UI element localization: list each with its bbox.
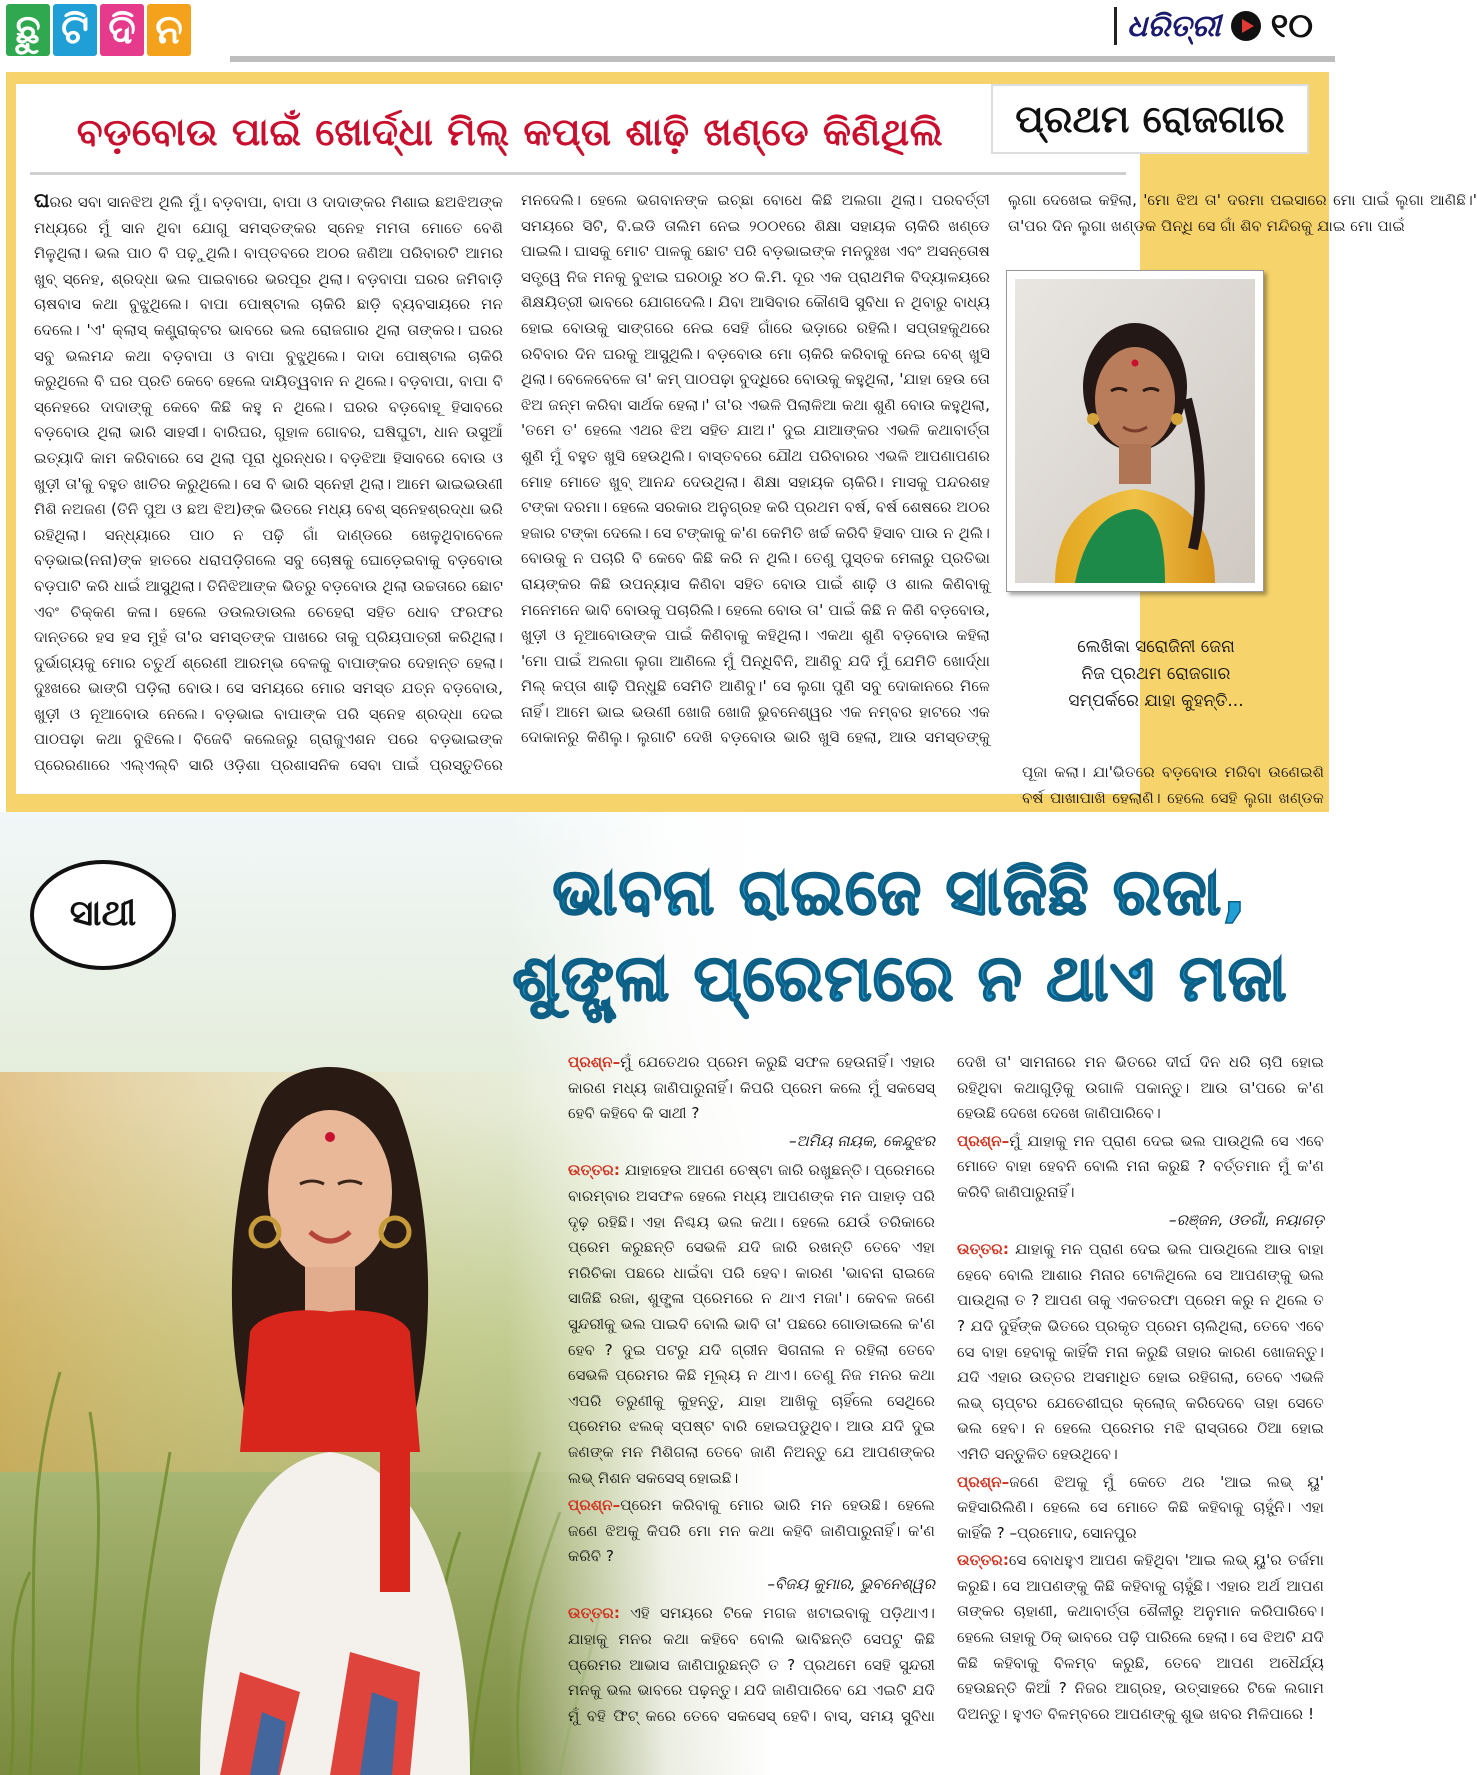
- qa-question: [568, 1050, 935, 1127]
- author-caption: [1006, 634, 1306, 715]
- page-number: ୧୦: [1270, 6, 1313, 46]
- answer-text: ଏହି ସମୟରେ ଟିକେ ମଗଜ ଖଟାଇବାକୁ ପଡ଼ିଥାଏ। ଯାହାକୁ ମନର କଥା କହିବେ ବୋଲି ଭାବିଛନ୍ତି ସେପଟୁ କିଛି ପ୍ରେମର ଆଭାସ ଜାଣିପାରୁଛନ୍ତି ତ ? ପ୍ରଥମେ ସେହି ସୁନ୍ଦରୀ ମନକୁ ଭଲ ଭାବରେ ପଢ଼ନ୍ତୁ। ଯଦି ଜାଣିପାରିବେ ଯେ ଏଇଟି ଯଦି ମୁଁ ବହି ଫିଟ୍ କରେ ତେବେ ସକସେସ୍ ହେବି। ବାସ୍, ସମୟ ସୁବିଧା ଦେଖି ତା' ସାମନାରେ ମନ ଭିତରେ ଦୀର୍ଘ ଦିନ ଧରି ଚାପି ହୋଇ ରହିଥିବା କଥାଗୁଡ଼ିକୁ ଉଗାଳି ପକାନ୍ତୁ। ଆଉ ତା'ପରେ କ'ଣ ହେଉଛି ଦେଖେ ଦେଖେ ଜାଣିପାରିବେ।: [568, 1053, 1324, 1725]
- question-marker: ପ୍ରଶ୍ନ–: [957, 1472, 1010, 1491]
- answer-text: ଯାହାକୁ ମନ ପ୍ରାଣ ଦେଇ ଭଲ ପାଉଥିଲେ ଆଉ ବାହା ହେବେ ବୋଲି ଆଶାର ମିନାର ଟୋଳିଥିଲେ ସେ ଆପଣଙ୍କୁ ଭଲ ପାଉଥିଲା ତ ? ଆପଣ ତାକୁ ଏକତରଫା ପ୍ରେମ କରୁ ନ ଥିଲେ ତ ? ଯଦି ଦୁହିଁଙ୍କ ଭିତରେ ପ୍ରକୃତ ପ୍ରେମ ଚାଲିଥିଲା, ତେବେ ଏବେ ସେ ବାହା ହେବାକୁ କାହିଁକି ମନା କରୁଛି ତାହାର କାରଣ ଖୋଜନ୍ତୁ। ଯଦି ଏହାର ଉତ୍ତର ଅସମାଧିତ ହୋଇ ରହିଗଲା, ତେବେ ଏଭଳି ଲଭ୍ ଚାପ୍ଟର ଯେତେଶୀଘ୍ର କ୍ଲୋଜ୍ କରିଦେବେ ତାହା ସେତେ ଭଲ ହେବ। ନ ହେଲେ ପ୍ରେମର ମଝି ରାସ୍ତାରେ ଠିଆ ହୋଇ ଏମିତି ସନ୍ତୁଳିତ ହେଉଥିବେ।: [957, 1240, 1324, 1463]
- qa-signature: –ଅମିୟ ନାୟକ, କେନ୍ଦୁଝର: [788, 1131, 935, 1150]
- qa-signature: –ରଞ୍ଜନ, ଓଡଗାଁ, ନୟାଗଡ଼: [1168, 1210, 1324, 1229]
- brand-divider: [1114, 7, 1117, 45]
- answer-marker: ଉତ୍ତର:: [568, 1604, 620, 1623]
- feature-continued-text: ପୂଜା କଲା। ଯା'ଭିତରେ ବଡ଼ବୋଉ ମରିବା ଉଣେଇଶି ବର୍ଷ ପାଖାପାଖି ହେଲାଣି। ହେଲେ ସେହି ଲୁଗା ଖଣ୍ଡକ: [1022, 763, 1325, 807]
- question-text: ମୁଁ ଯେତେଥର ପ୍ରେମ କରୁଛି ସଫଳ ହେଉନାହିଁ। ଏହାର କାରଣ ମଧ୍ୟ ଜାଣିପାରୁନାହିଁ। କିପରି ପ୍ରେମ କଲେ ମୁଁ ସକସେସ୍ ହେବି କହିବେ କି ସାଥୀ ?: [568, 1053, 935, 1123]
- qa-question: [568, 1493, 935, 1570]
- answer-marker: ଉତ୍ତର:: [957, 1240, 1009, 1259]
- question-marker: ପ୍ରଶ୍ନ–: [568, 1053, 621, 1071]
- author-portrait-image: [1015, 279, 1255, 583]
- section-tile-3: ଦି: [100, 4, 144, 56]
- question-text: ପ୍ରେମ କରିବାକୁ ମୋର ଭାରି ମନ ହେଉଛି। ହେଲେ ଜଣେ ଝିଅକୁ କିପରି ମୋ ମନ କଥା କହିବି ଜାଣିପାରୁନାହିଁ। କ'ଣ କରିବି ?: [568, 1496, 935, 1566]
- qa-title: [470, 850, 1330, 1022]
- author-caption-line-2: ନିଜ ପ୍ରଥମ ରୋଜଗାର: [1081, 664, 1231, 684]
- dropcap: ଘ: [34, 188, 50, 212]
- qa-title-line-1: ଭାବନା ରାଇଜେ ସାଜିଛି ରଜା,: [552, 856, 1248, 930]
- masthead: [0, 0, 1335, 62]
- qa-question: [957, 1129, 1324, 1206]
- author-caption-line-1: ଲେଖିକା ସରୋଜିନୀ ଜେନା: [1077, 637, 1235, 657]
- feature-label: ପ୍ରଥମ ରୋଜଗାର: [991, 84, 1309, 154]
- section-name: [6, 4, 191, 56]
- feature-title: ବଡ଼ବୋଉ ପାଇଁ ଖୋର୍ଦ୍ଧା ମିଲ୍ କପ୍ତା ଶାଢ଼ି ଖଣ୍ଡେ କିଣିଥିଲି: [76, 110, 944, 154]
- question-marker: ପ୍ରଶ୍ନ–: [568, 1496, 621, 1515]
- qa-answer: [957, 1548, 1324, 1727]
- qa-answer: [957, 1237, 1324, 1467]
- section-tile-1: ଛୁ: [6, 4, 50, 56]
- question-text: ମୁଁ ଯାହାକୁ ମନ ପ୍ରାଣ ଦେଇ ଭଲ ପାଉଥିଲି ସେ ଏବେ ମୋତେ ବାହା ହେବନି ବୋଲି ମନା କରୁଛି ? ବର୍ତ୍ତମାନ ମୁଁ କ'ଣ କରିବି ଜାଣିପାରୁନାହିଁ।: [957, 1131, 1324, 1201]
- paper-name: ଧରିତ୍ରୀ: [1126, 8, 1221, 44]
- question-marker: ପ୍ରଶ୍ନ–: [957, 1131, 1010, 1150]
- qa-signature: –ବିଜୟ କୁମାର, ଭୁବନେଶ୍ୱର: [767, 1574, 935, 1593]
- masthead-rule: [230, 56, 1335, 62]
- qa-title-line-2: ଶୁଙ୍ଖ୍ଳା ପ୍ରେମରେ ନ ଥାଏ ମଜା: [512, 942, 1288, 1016]
- author-caption-line-3: ସମ୍ପର୍କରେ ଯାହା କୁହନ୍ତି...: [1068, 691, 1244, 711]
- feature-body-text: ରର ସବା ସାନଝିଅ ଥିଲି ମୁଁ। ବଡ଼ବାପା, ବାପା ଓ ଦାଦାଙ୍କର ମିଶାଇ ଛଅଝିଅଙ୍କ ମଧ୍ୟରେ ମୁଁ ସାନ ଥିବା ଯୋଗୁ ସମସ୍ତଙ୍କର ସ୍ନେହ ମମତା ମୋତେ ବେଶି ମିଳୁଥିଲା। ଭଲ ପାଠ ବି ପଢ଼ୁଥିଲି। ବାପ୍ତବରେ ଅଠର ଜଣିଆ ପରିବାରଟି ଆମର ଖୁବ୍ ସ୍ନେହ, ଶ୍ରଦ୍ଧା ଭଲ ପାଇବାରେ ଭରପୂର ଥିଲା। ବଡ଼ବାପା ଘରର ଜମିବାଡ଼ି ଚାଷବାସ କଥା ବୁଝୁଥିଲେ। ବାପା ପୋଷ୍ଟାଲ ଚାକିରି ଛାଡ଼ି ବ୍ୟବସାୟରେ ମନ ଦେଲେ। 'ଏ' କ୍ଲାସ୍ କଣ୍ଟ୍ରାକ୍ଟର ଭାବରେ ଭଲ ରୋଜଗାର ଥିଲା ତାଙ୍କର। ଘରର ସବୁ ଭଲମନ୍ଦ କଥା ବଡ଼ବାପା ଓ ବାପା ବୁଝୁଥିଲେ। ଦାଦା ପୋଷ୍ଟାଲ ଚାକିରି କରୁଥିଲେ ବି ଘର ପ୍ରତି କେବେ ହେଲେ ଦାୟିତ୍ୱବାନ ନ ଥିଲେ। ବଡ଼ବାପା, ବାପା ବି ସ୍ନେହରେ ଦାଦାଙ୍କୁ କେବେ କିଛି କହୁ ନ ଥିଲେ। ଘରର ବଡ଼ବୋହୂ ହିସାବରେ ବଡ଼ବୋଉ ଥିଲା ଭାରି ସାହସୀ। ବାରିଘର, ଗୁହାଳ ଗୋବର, ଘଷିଘୁଟା, ଧାନ ଉସୁଆଁ ଇତ୍ୟାଦି କାମ କରିବାରେ ସେ ଥିଲା ପୂରା ଧୁରନ୍ଧର। ବଡ଼ଝିଆ ହିସାବରେ ବୋଉ ଓ ଖୁଡ଼ୀ ତା'କୁ ବହୁତ ଖାତିର କରୁଥିଲେ। ସେ ବି ଭାରି ସ୍ନେହୀ ଥିଲା। ଆମେ ଭାଇଭଉଣୀ ମିଶି ନଅଜଣ (ତିନି ପୁଅ ଓ ଛଅ ଝିଅ)ଙ୍କ ଭିତରେ ମଧ୍ୟ ବେଶ୍ ସ୍ନେହଶ୍ରଦ୍ଧା ଭରି ରହିଥିଲା। ସନ୍ଧ୍ୟାରେ ପାଠ ନ ପଢ଼ି ଗାଁ ଦାଣ୍ଡରେ ଖେଳୁଥିବାବେଳେ ବଡ଼ଭାଇ(ନନା)ଙ୍କ ହାତରେ ଧରାପଡ଼ିଗଲେ ସବୁ ଚୋଷକୁ ଘୋଡ଼େଇବାକୁ ବଡ଼ବୋଉ ବଡ଼ପାଟି କରି ଧାଇଁ ଆସୁଥିଲା। ତିନିଝିଆଙ୍କ ଭିତରୁ ବଡ଼ବୋଉ ଥିଲା ଉଚ୍ଚତାରେ ଛୋଟ ଏବଂ ଚିକ୍କଣ କଳା। ହେଲେ ଡଉଲଡାଉଲ ଚେହେରା ସହିତ ଧୋବ ଫରଫର ଦାନ୍ତରେ ହସ ହସ ମୁହଁ ତା'ର ସମସ୍ତଙ୍କ ପାଖରେ ତାକୁ ପ୍ରିୟପାତ୍ରୀ କରିଥିଲା। ଦୁର୍ଭାଗ୍ୟକୁ ମୋର ଚତୁର୍ଥ ଶ୍ରେଣୀ ଆରମ୍ଭ ବେଳକୁ ବାପାଙ୍କର ଦେହାନ୍ତ ହେଲା। ଦୁଃଖରେ ଭାଙ୍ଗି ପଡ଼ିଲା ବୋଉ। ସେ ସମୟରେ ମୋର ସମସ୍ତ ଯତ୍ନ ବଡ଼ବୋଉ, ଖୁଡ଼ୀ ଓ ନୂଆବୋଉ ନେଲେ। ବଡ଼ଭାଇ ବାପାଙ୍କ ପରି ସ୍ନେହ ଶ୍ରଦ୍ଧା ଦେଇ ପାଠପଢ଼ା କଥା ବୁଝିଲେ। ବିଜେବି କଲେଜରୁ ଗ୍ରାଜୁଏଶନ ପରେ ବଡ଼ଭାଇଙ୍କ ପ୍ରେରଣାରେ ଏଲ୍ଏଲ୍ବି ସାରି ଓଡ଼ିଶା ପ୍ରଶାସନିକ ସେବା ପାଇଁ ପ୍ରସ୍ତୁତିରେ ମନଦେଲି। ହେଲେ ଭଗବାନଙ୍କ ଇଚ୍ଛା ବୋଧେ କିଛି ଅଲଗା ଥିଲା। ପରବର୍ତ୍ତୀ ସମୟରେ ସିଟି, ବି.ଇଡି ତାଲିମ ନେଇ ୨୦୦୧ରେ ଶିକ୍ଷା ସହାୟକ ଚାକିରି ଖଣ୍ଡେ ପାଇଲି। ଘାସକୁ ମୋଟ ପାଳକୁ ଛୋଟ ପରି ବଡ଼ଭାଇଙ୍କ ମନଦୁଃଖ ଏବଂ ଅସନ୍ତୋଷ ସତ୍ତ୍ୱେ ନିଜ ମନକୁ ବୁଝାଇ ଘରଠାରୁ ୪୦ କି.ମି. ଦୂର ଏକ ପ୍ରାଥମିକ ବିଦ୍ୟାଳୟରେ ଶିକ୍ଷୟିତ୍ରୀ ଭାବରେ ଯୋଗଦେଲି। ଯିବା ଆସିବାର କୌଣସି ସୁବିଧା ନ ଥିବାରୁ ବାଧ୍ୟ ହୋଇ ବୋଉକୁ ସାଙ୍ଗରେ ନେଇ ସେହି ଗାଁରେ ଭଡ଼ାରେ ରହିଲି। ସପ୍ତାହକୁଥରେ ରବିବାର ଦିନ ଘରକୁ ଆସୁଥିଲି। ବଡ଼ବୋଉ ମୋ ଚାକିରି କରିବାକୁ ନେଇ ବେଶ୍ ଖୁସି ଥିଲା। ବେଳେବେଳେ ତା' କମ୍ ପାଠପଢ଼ା ବୁଦ୍ଧିରେ ବୋଉକୁ କହୁଥିଲା, 'ଯାହା ହେଉ ତୋ ଝିଅ ଜନ୍ମ କରିବା ସାର୍ଥକ ହେଲା।' ତା'ର ଏଭଳି ପିଲାଳିଆ କଥା ଶୁଣି ବୋଉ କହୁଥିଲା, 'ତମେ ତ' ହେଲେ ଏଥର ଝିଅ ସହିତ ଯାଅ।' ଦୁଇ ଯାଆଙ୍କର ଏଭଳି କଥାବାର୍ତ୍ତା ଶୁଣି ମୁଁ ବହୁତ ଖୁସି ହେଉଥିଲି। ବାସ୍ତବରେ ଯୌଥ ପରିବାରର ଏଭଳି ଆପଣାପଣର ମୋହ ମୋତେ ଖୁବ୍ ଆନନ୍ଦ ଦେଉଥିଲା। ଶିକ୍ଷା ସହାୟକ ଚାକିରି। ମାସକୁ ପନ୍ଦରଶହ ଟଙ୍କା ଦରମା। ହେଲେ ସରକାର ଅନୁଗ୍ରହ କରି ପ୍ରଥମ ବର୍ଷ, ବର୍ଷ ଶେଷରେ ଅଠର ହଜାର ଟଙ୍କା ଦେଲେ। ସେ ଟଙ୍କାକୁ କ'ଣ କେମିତି ଖର୍ଚ୍ଚ କରିବି ହିସାବ ପାଉ ନ ଥିଲି। ବୋଉକୁ ନ ପଚାରି ବି କେବେ କିଛି କରି ନ ଥିଲି। ତେଣୁ ପୁସ୍ତକ ମେଳାରୁ ପ୍ରତିଭା ରାୟଙ୍କର କିଛି ଉପନ୍ୟାସ କିଣିବା ସହିତ ବୋଉ ପାଇଁ ଶାଢ଼ି ଓ ଶାଲ କିଣିବାକୁ ମନେମନେ ଭାବି ବୋଉକୁ ପଚାରିଲି। ହେଲେ ବୋଉ ତା' ପାଇଁ କିଛି ନ କିଣି ବଡ଼ବୋଉ, ଖୁଡ଼ୀ ଓ ନୂଆବୋଉଙ୍କ ପାଇଁ କିଣିବାକୁ କହିଥିଲା। ଏକଥା ଶୁଣି ବଡ଼ବୋଉ କହିଲା 'ମୋ ପାଇଁ ଅଲଗା ଲୁଗା ଆଣିଲେ ମୁଁ ପିନ୍ଧିବିନି, ଆଣିବୁ ଯଦି ମୁଁ ଯେମିତି ଖୋର୍ଦ୍ଧା ମିଲ୍ କପ୍ତା ଶାଢ଼ି ପିନ୍ଧୁଛି ସେମିତି ଆଣିବୁ।' ସେ ଲୁଗା ପୁଣି ସବୁ ଦୋକାନରେ ମିଳେ ନାହିଁ। ଆମେ ଭାଇ ଭଉଣୀ ଖୋଜି ଖୋଜି ଭୁବନେଶ୍ୱର ଏକ ନମ୍ବର ହାଟରେ ଏକ ଦୋକାନରୁ କିଣିଲୁ। ଲୁଗାଟି ଦେଖି ବଡ଼ବୋଉ ଭାରି ଖୁସି ହେଲା, ଆଉ ସମସ୍ତଙ୍କୁ ଲୁଗା ଦେଖେଇ କହିଲା, 'ମୋ ଝିଅ ତା' ଦରମା ପଇସାରେ ମୋ ପାଇଁ ଲୁଗା ଆଣିଛି।' ତା'ପର ଦିନ ଲୁଗା ଖଣ୍ଡକ ପିନ୍ଧି ସେ ଗାଁ ଶିବ ମନ୍ଦିରକୁ ଯାଇ ମୋ ପାଇଁ: [34, 191, 1477, 775]
- answer-marker: ଉତ୍ତର:: [957, 1551, 1009, 1570]
- qa-question: [957, 1470, 1324, 1547]
- author-photo: [1006, 270, 1264, 592]
- question-text: ଜଣେ ଝିଅକୁ ମୁଁ କେତେ ଥର 'ଆଇ ଲଭ୍ ୟୁ' କହିସାରିଲିଣି। ହେଲେ ସେ ମୋତେ କିଛି କହିବାକୁ ଚାହୁଁନି। ଏହା କାହିଁକି ? –ପ୍ରମୋଦ, ସୋନପୁର: [957, 1472, 1324, 1542]
- answer-text: ସେ ବୋଧହୁଏ ଆପଣ କହିଥିବା 'ଆଇ ଲଭ୍ ୟୁ'ର ତର୍ଜମା କରୁଛି। ସେ ଆପଣଙ୍କୁ କିଛି କହିବାକୁ ଚାହୁଁଛି। ଏହାର ଅର୍ଥ ଆପଣ ତାଙ୍କର ଚାହାଣୀ, କଥାବାର୍ତ୍ତା ଶୈଳୀରୁ ଅନୁମାନ କରିପାରିବେ। ହେଲେ ତାହାକୁ ଠିକ୍ ଭାବରେ ପଢ଼ି ପାରିଲେ ହେଲା। ସେ ଝିଅଟି ଯଦି କିଛି କହିବାକୁ ବିଳମ୍ବ କରୁଛି, ତେବେ ଆପଣ ଅଧୈର୍ଯ୍ୟ ହେଉଛନ୍ତି କିଆଁ ? ନିଜର ଆଗ୍ରହ, ଉତ୍ସାହରେ ଟିକେ ଲଗାମ ଦିଅନ୍ତୁ। ହୁଏତ ବିଳମ୍ବରେ ଆପଣଙ୍କୁ ଶୁଭ ଖବର ମିଳିପାରେ !: [957, 1551, 1324, 1723]
- saathi-badge: ସାଥୀ: [30, 860, 176, 970]
- qa-answer: [568, 1158, 935, 1491]
- qa-columns: [568, 1050, 1324, 1768]
- section-tile-4: ନ: [147, 4, 191, 56]
- brand-block: [1114, 6, 1313, 46]
- title-rule: [30, 172, 1126, 175]
- answer-marker: ଉତ୍ତର:: [568, 1161, 620, 1180]
- answer-text: ଯାହାହେଉ ଆପଣ ଚେଷ୍ଟା ଜାରି ରଖୁଛନ୍ତି। ପ୍ରେମରେ ବାରମ୍ବାର ଅସଫଳ ହେଲେ ମଧ୍ୟ ଆପଣଙ୍କ ମନ ପାହାଡ଼ ପରି ଦୃଢ଼ ରହିଛି। ଏହା ନିଶ୍ଚୟ ଭଲ କଥା। ହେଲେ ଯେଉଁ ତରିକାରେ ପ୍ରେମ କରୁଛନ୍ତି ସେଭଳି ଯଦି ଜାରି ରଖନ୍ତି ତେବେ ଏହା ମରିଚିକା ପଛରେ ଧାଇଁବା ପରି ହେବ। କାରଣ 'ଭାବନା ରାଇଜେ ସାଜିଛି ରଜା, ଶୁଙ୍ଖ୍ଳା ପ୍ରେମରେ ନ ଥାଏ ମଜା'। କେବଳ ଜଣେ ସୁନ୍ଦରୀକୁ ଭଲ ପାଇବି ବୋଲି ଭାବି ତା' ପଛରେ ଗୋଡାଇଲେ କ'ଣ ହେବ ? ଦୁଇ ପଟରୁ ଯଦି ଗ୍ରୀନ ସିଗନାଲ ନ ରହିଲା ତେବେ ସେଭଳି ପ୍ରେମର କିଛି ମୂଲ୍ୟ ନ ଥାଏ। ତେଣୁ ନିଜ ମନର କଥା ଏପରି ତରୁଣୀକୁ କୁହନ୍ତୁ, ଯାହା ଆଖିକୁ ଚାହିଁଲେ ସେଥିରେ ପ୍ରେମର ଝଲକ୍ ସ୍ପଷ୍ଟ ବାରି ହୋଇପଡୁଥିବ। ଆଉ ଯଦି ଦୁଇ ଜଣଙ୍କ ମନ ମିଶିଗଲା ତେବେ ଜାଣି ନିଅନ୍ତୁ ଯେ ଆପଣଙ୍କର ଲଭ୍ ମିଶନ ସକସେସ୍ ହୋଇଛି।: [568, 1161, 935, 1487]
- feature-box: [6, 72, 1477, 812]
- play-icon: [1231, 11, 1261, 41]
- section-tile-2: ଟି: [53, 4, 97, 56]
